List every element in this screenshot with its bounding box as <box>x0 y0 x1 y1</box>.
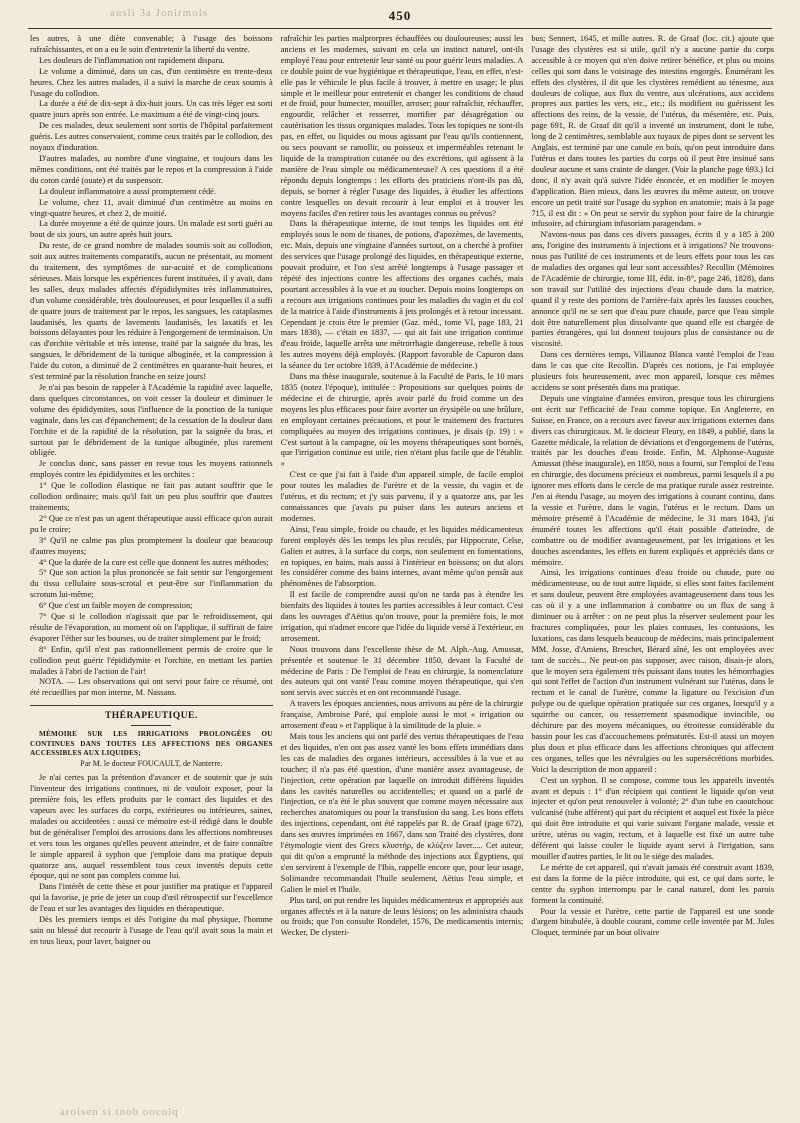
column-3 <box>531 34 774 1116</box>
bleed-through-text-top: ausli 3a Jonirmols <box>110 7 209 19</box>
paragraph: bus; Sennert, 1645, et mille autres. R. de Graaf (loc. cit.) ajoute que l'usage des clystères est si utile, qu'il n'y a aucune partie du corps accessible à ce moyen qui n'en doive retirer bénéfice, et plus ou moins celles qui sont dans le voisinage des intestins engorgés. Énumérant les effets des clystères, il dit que les clystères remédient au ténesme, aux douleurs de colique, aux flux du ventre, aux ulcérations, aux accidens propres aux parties les vers, etc., etc.; ils modifient ou guérissent les affections des reins, de la vessie, de l'utérus, du mésentère, etc. Puis, page 691, R. de Graaf dit qu'il a inventé un instrument, dont le tube, long de 2 centimètres, semblable aux tuyaux de pipes dont se servent les Anglais, est terminé par une canule en bois, qu'on peut introduire dans l'utérus et dans toutes les parties du corps où il peut être insinué sans douleur aucune et sans crainte de danger. (Voir la planche page 693.) Ici donc, il n'y avait qu'à suivre l'idée énoncée, et en modifier le moyen d'application. Bien mieux, dans les œuvres du même auteur, on trouve encore un petit traité sur l'usage du syphon en anatomie; mais à la page 715, il est dit : « On peut se servir du syphon pour faire de la chirurgie infusoire, ad chirurgiam infusoriam paragendam. » <box>531 34 774 229</box>
paragraph: Il est facile de comprendre aussi qu'on ne tarda pas à étendre les bienfaits des liquides à toutes les parties accessibles à leur contact. C'est dans les ouvrages d'Aëtius qu'on trouve, pour la première fois, le mot irrigation, qui n'admet encore que l'idée du liquide versé à l'extérieur, en arrosement. <box>280 590 524 643</box>
paragraph: Ainsi, l'eau simple, froide ou chaude, et les liquides médicamenteux furent employés dès les temps les plus reculés, par Hippocrate, Celse, Galien et autres, à la surface du corps, non seulement en fomentations, en topiques, en bains, mais aussi à l'intérieur en boissons; on dut alors les considérer comme des bains internes, avant même qu'on pensât aux phénomènes de l'absorption. <box>280 524 524 589</box>
paragraph: Dans ces dernières temps, Villaunoz Blanca vanté l'emploi de l'eau dans le cas que cite Recollin. D'après ces notions, je l'ai employée plusieurs fois heureusement, avec mon appareil, lorsque ces mêmes accidens se sont présentés dans ma pratique. <box>531 350 774 392</box>
paragraph: Dans l'intérêt de cette thèse et pour justifier ma pratique et l'appareil qui la favorise, je prie de jeter un coup d'œil rétrospectif sur l'excellence de l'eau et sur les avantages des liquides en thérapeutique. <box>30 882 273 914</box>
paragraph: rafraîchir les parties malprorpres échauffées ou douloureuses; aussi les anciens et les modernes, suivant en cela un instinct naturel, ont-ils employé l'eau pour entretenir leur santé ou pour guérir leurs maladies. A ce double point de vue hygiénique et thérapeutique, l'eau, en effet, n'est-elle pas le véhicule le plus facile à trouver, à mettre en usage; le plus simple et le meilleur pour entretenir et changer les conditions de chaud et de froid, pour humecter, mouiller, arroser; pour rafraîchir, réchauffer, engourdir, relâcher et resserrer, mortifier par désagrégation ou cautérisation les tissus organiques malades. Tous les topiques ne sont-ils pas, en effet, ou liquides ou mous agissant par l'eau qu'ils contiennent, ou secs pouvant se ramollir, ou poisseux et imperméables retenant le liquide de la transpiration cutanée ou des excrétions, qui agissent à la manière de l'eau simple ou médicamenteuse? A ces questions il a été répondu depuis longtemps : les efforts des praticiens n'ont-ils pas dû, depuis, se borner à régler l'usage des liquides, à étudier les affections contre lesquelles on devait recourir à leur emploi et à trouver les moyens faciles d'en retirer tous les avantages connus ou prévus? <box>280 34 524 218</box>
conclusion-item: 1° Que le collodion élastique ne fait pas autant souffrir que le collodion ordinaire; mais qu'il fait un peu plus souffrir que d'autres traitements; <box>30 481 273 512</box>
text-columns <box>30 34 774 1116</box>
paragraph: La douleur inflammatoire a aussi promptement cédé. <box>39 186 216 196</box>
paragraph: les autres, à une diète convenable; à l'usage des boissons rafraîchissantes, et on a eu le soin d'entretenir la liberté du ventre. <box>30 34 273 54</box>
column-1 <box>30 34 273 1116</box>
conclusion-item: 7° Que si le collodion n'agissait que par le refroidissement, qui résulte de l'évaporation, au moment où on l'applique, il suffirait de faire évaporer l'éther sur les bourses, ou de traiter simplement par le froid; <box>30 612 273 643</box>
conclusion-item: 2° Que ce n'est pas un agent thérapeutique aussi efficace qu'on aurait pu le croire; <box>30 513 273 534</box>
conclusion-item: 6° Que c'est un faible moyen de compression; <box>39 601 193 611</box>
paragraph: Je n'ai pas besoin de rappeler à l'Académie la rapidité avec laquelle, dans quelques circonstances, on voit cesser la douleur et diminuer le volume des épididymites, sous l'influence de la ponction de la tunique vaginale, dans les cas d'épanchement; de la cessation de la douleur dans l'orchite et de la rapidité de la résolution, par la saignée du bras, et surtout par le débridement de la tunique albuginée, plus rarement obligée. <box>30 383 273 458</box>
paragraph: Mais tous les anciens qui ont parlé des vertus thérapeutiques de l'eau et des liquides, n'en ont pas assez vanté les bons effets immédiats dans les cas de maladies des organes intérieurs, accessibles à la vue et au toucher; il n'a pas été question, d'une manière assez avantageuse, de l'injection, cette opération par laquelle on introduit différens liquides dans les cavités naturelles ou accidentelles; et quand on a parlé de l'injection, ce n'a été le plus souvent que comme moyen nécessaire aux recherches anatomiques ou pour la transfusion du sang. Les bons effets des injections, cependant, ont été rappelés par R. de Graaf (page 672), dans ses œuvres imprimées en 1667, dans son Traité des clystères, dont l'étymologie vient des Grecs κλυστήρ, de κλύζειν laver..... Cet auteur, qui dit qu'on a emprunté la méthode des injections aux Égyptiens, qui s'en servirent à l'exemple de l'Ibis, rappelle encore que, pour leur usage, Solimandre recommandait l'huile seulement, Aëtius l'eau simple, et Galien le miel et l'huile. <box>280 732 524 894</box>
paragraph: Depuis une vingtaine d'années environ, presque tous les chirurgiens ont écrit sur l'efficacité de l'eau comme topique. En Angleterre, en Suisse, en France, on a recours avec faveur aux irrigations externes dans divers cas chirurgicaux. M. le docteur Fleury, en 1849, a publié, dans la Gazette médicale, la relation de déviations et d'engorgemens de l'utérus, traités par les douches d'eau froide. Enfin, M. Alphonse-Auguste Amussat (thèse inaugurale), en 1850, nous a fourni, sur l'emploi de l'eau en chirurgie, des documens précieux et nombreux, parmi lesquels il a pu ignorer mes efforts dans le cercle de ma pratique rurale assez restreinte. J'en ai étendu l'usage, au moyen des irrigations à courant continu, dans la vessie et l'urètre, dans le vagin, l'utérus et le rectum. Dans un mémoire présenté à l'Académie de médecine, le 31 mars 1843, j'ai énuméré toutes les affections qu'il était possible d'atteindre, de combattre ou de modifier avantageusement, par les irrigations et les douches ascendantes, les effets en furent expliqués et appréciés dans ce mémoire. <box>531 393 774 567</box>
paragraph: Nous trouvons dans l'excellente thèse de M. Alph.-Aug. Amussat, présentée et soutenue le 31 décembre 1850, devant la Faculté de médecine de Paris : De l'emploi de l'eau en chirurgie, la nomenclature des auteurs qui ont vanté l'eau comme moyen thérapeutique, qui s'en sont servis avec succès et en ont recommandé l'usage. <box>280 644 524 698</box>
paragraph: C'est un syphon. Il se compose, comme tous les appareils inventés avant et depuis : 1° d'un récipient qui contient le liquide qu'on veut injecter et qu'on peut renouveler à volonté; 2° d'un tube en caoutchouc vulcanisé (tube afférent) qui part du récipient et auquel est fixée la pièce qui doit être introduite et qui varie suivant l'organe malade, vessie et urètre, utérus ou vagin, rectum, et à laquelle est fixé un autre tube déférent qui laisse couler le liquide ayant servi à l'irrigation, sans mouiller d'autres parties, le lit ou le siége des malades. <box>531 775 774 861</box>
section-heading: THÉRAPEUTIQUE. <box>30 705 273 722</box>
paragraph: N'avons-nous pas dans ces divers passages, écrits il y a 185 à 200 ans, l'origine des instruments à injections et à irrigations? Ne trouvons-nous pas l'utilité de ces instruments et de leurs effets pour tous les cas de maladies des organes qui leur sont accessibles? Recollin (Mémoires de l'Académie de chirurgie, tome III, édit. in-8°, page 246, 1828), dans son travail sur l'utilité des injections d'eau chaude dans la matrice, quand il y reste des portions de l'arrière-faix après les fausses couches, annonce qu'il ne se sert que d'eau pure chaude, parce que l'eau simple doit être naturellement plus dissolvante que quand elle est chargée de parties étrangères, qui lui donnent toujours plus de consistance ou de viscosité. <box>531 230 774 349</box>
article-title: MÉMOIRE SUR LES IRRIGATIONS PROLONGÉES OU CONTINUES DANS TOUTES LES AFFECTIONS DES ORGANES ACCESSIBLES AUX LIQUIDES; <box>30 730 273 757</box>
paragraph: D'autres malades, au nombre d'une vingtaine, et toujours dans les mêmes conditions, ont été traités par le repos et la compression à l'aide du coton cardé (ouate) et du suspensoir. <box>30 153 273 185</box>
paragraph: Dès les premiers temps et dès l'origine du mal physique, l'homme sain ou blessé dut recourir à l'usage de l'eau qu'il avait sous la main et en tous lieux, pour laver, baigner ou <box>30 915 273 946</box>
paragraph: Dans la thérapeutique interne, de tout temps les liquides ont été employés sous le nom de tisanes, de potions, d'apozèmes, de lavements, etc. Mais, depuis une vingtaine d'années surtout, on a cherché à profiter des services que l'usage prolongé des liquides, en thérapeutique externe, pouvait produire, et l'on s'est arrêté longtemps à l'usage passager et répété des injections contre les affections des organes cachés, mais pourtant accessibles à la vue et au toucher. Depuis moins longtemps on a recours aux irrigations continues pour les maladies du vagin et du col de la matrice à l'aide d'instruments à jets prolongés et à retour incessant. Cependant je crois être le premier (Gaz. méd., tome VI, page 183, 21 mars 1838), — c'était en 1837, — qui ait fait une irrigation continue d'eau froide, laquelle arrêta une métrorrhagie dangereuse, rebelle à tous les autres moyens déjà employés. (Rapport favorable de Capuron dans la séance du 1er octobre 1839, à l'Académie de médecine.) <box>280 219 524 371</box>
paragraph: Dans ma thèse inaugurale, soutenue à la Faculté de Paris, le 10 mars 1835 (notez l'époque), intitulée : Propositions sur quelques points de médecine et de chirurgie, après avoir parlé du froid comme un des moyens les plus efficaces pour faire avorter un érysipèle ou une brûlure, en employant certaines précautions, et pour le traitement des fractures compliquées au moyen des irrigations continues, je disais (p. 19) : « C'est surtout à la campagne, où les moyens thérapeutiques sont bornés, que l'irrigation continue est utile, rien n'étant plus facile que de l'établir. » <box>280 372 524 469</box>
column-2 <box>281 34 524 1116</box>
paragraph: Ainsi, les irrigations continues d'eau froide ou chaude, pure ou médicamenteuse, ou de tout autre liquide, si elles sont faites facilement et sans douleur, peuvent être employées avantageusement dans tous les cas où il y a une inflammation à combattre ou un flux de sang à diminuer ou à arrêter : on ne peut plus la réserver seulement pour les fractures compliquées, pour les plaies contuses, les contusions, les luxations, cas dans lesquels beaucoup de médecins, mais principalement MM. Josse, d'Amiens, Breschet, Bérard aîné, les ont employées avec tant de succès... Ne peut-on pas supposer, avec raison, disais-je alors, que le moyen sera également très puissant dans toutes les hémorrhagies qui sont l'effet de l'action d'un instrument vulnérant sur l'utérus, dans le rectum et le canal de l'urètre, comme la ligature ou l'excision d'un polype ou de quelque opération pratiquée sur ces organes, lorsqu'il y a squirrhe ou cancer, ou resserrement spasmodique invincible, ou déchirure par des moyens mécaniques, ou étroitesse considérable du bassin pour les cas d'accouchemens prématurés. Est-il aussi un moyen plus doux et plus efficace dans les affections chroniques qui affectent ces organes, telles que les névralgies ou les supersécrétions morbides. Voici la description de mon appareil : <box>531 568 774 774</box>
paragraph: Le volume, chez 11, avait diminué d'un centimètre au moins en vingt-quatre heures, et chez 2, de moitié. <box>30 197 273 218</box>
conclusion-item: 8° Enfin, qu'il n'est pas rationnellement permis de croire que le collodion peut guérir l'épididymite et l'orchite, en mettant les parties malades à l'abri de l'action de l'air! <box>30 644 273 676</box>
conclusion-item: 5° Que son action la plus prononcée se fait sentir sur l'engorgement du tissu cellulaire sous-scrotal et peut-être sur l'inflammation du scrotum lui-même; <box>30 568 273 600</box>
paragraph: Je n'ai certes pas la prétention d'avancer et de soutenir que je suis l'inventeur des irrigations continues, ni de vouloir exposer, pour la première fois, les effets produits par le contact des liquides et des vapeurs avec les surfaces du corps, extérieures ou intérieures, saines, malades ou accidentées : aussi ce mémoire est-il rédigé dans le double but de généraliser l'emploi des arrosions dans les affections nombreuses et vers tous les organes qu'elles peuvent atteindre, et de faire connaître le simple appareil à syphon que j'emploie dans ma pratique depuis quatorze ans, auquel ressemblent tous ceux inventés depuis cette époque, qui ne sont pas complets comme lui. <box>30 773 273 881</box>
bleed-through-text-bottom: aroisen si tnob oocolq <box>60 1106 179 1118</box>
paragraph: La durée moyenne a été de quinze jours. Un malade est sorti guéri au bout de six jours, un autre après huit jours. <box>30 219 273 240</box>
paragraph: De ces malades, deux seulement sont sortis de l'hôpital parfaitement guéris. Les autres conservaient, comme ceux traités par le collodion, des noyaux d'induration. <box>30 121 273 153</box>
paragraph: Je conclus donc, sans passer en revue tous les moyens rationnels employés contre les épididymites et les orchites : <box>30 459 273 480</box>
conclusion-item: 4° Que la durée de la cure est celle que donnent les autres méthodes; <box>39 557 269 567</box>
heading-underline <box>131 725 171 726</box>
paragraph: Du reste, de ce grand nombre de malades soumis soit au collodion, soit aux autres traitements comparatifs, aucun ne présentait, au moment du traitement, des symptômes de sur-acuité et de complications sérieuses. Mais lorsque les expériences furent instituées, il y avait, dans les salles, deux malades affectés d'épididymites très inflammatoires, d'un volume considérable, très douloureuses, et pour lesquelles il a suffi de quatre jours de traitement par le repos, les sangsues, les cataplasmes laudanisés, les quarts de lavements laudanisés, les laxatifs et les boissons délayantes pour les réduire à l'engorgement de terminaison. Un cas d'orchite véritable et très intense, traité par la saignée du bras, les sangsues, le débridement de la tunique albuginée, et la compression à l'aide du coton, a diminué de 2 centimètres en quarante-huit heures, et s'est terminé par la résolution franche en seize jours! <box>30 241 273 382</box>
page-number: 450 <box>388 8 412 23</box>
conclusion-item: 3° Qu'il ne calme pas plus promptement la douleur que beaucoup d'autres moyens; <box>30 535 273 556</box>
paragraph: La durée a été de dix-sept à dix-huit jours. Un cas très léger est sorti quatre jours après son entrée. Le maximum a été de vingt-cinq jours. <box>30 99 273 120</box>
paragraph: C'est ce que j'ai fait à l'aide d'un appareil simple, de facile emploi pour toutes les maladies de l'urètre et de la vessie, du vagin et de l'utérus, et du rectum; et j'y suis parvenu, il y a quatorze ans, par les connaissances que j'avais pu puiser dans les auteurs anciens et modernes. <box>280 470 524 523</box>
nota-note: NOTA. — Les observations qui ont servi pour faire ce résumé, ont été recueillies par mon interne, M. Nassans. <box>30 677 273 698</box>
article-byline: Par M. le docteur FOUCAULT, de Nanterre. <box>80 759 223 769</box>
paragraph: A travers les époques anciennes, nous arrivons au père de la chirurgie française, Ambroise Paré, qui emploie aussi le mot « irrigation ou arrosement d'eau » et l'applique à la similitude de la pluie. » <box>280 699 524 731</box>
header-rule <box>28 28 772 29</box>
paragraph: Les douleurs de l'inflammation ont rapidement disparu. <box>39 55 225 65</box>
paragraph: Le mérite de cet appareil, qui n'avait jamais été construit avant 1839, est dans la forme de la pièce introduite, qui est, ce qui dans sorte, le centre du syphon interrompu par le canal naturel, dont les parois forment la continuité. <box>531 862 774 905</box>
paragraph: Pour la vessie et l'urètre, cette partie de l'appareil est une sonde d'argent bitubulée, à double courant, comme celle inventée par M. Jules Cloquet, terminée par un bout olivaire <box>531 906 774 938</box>
paragraph: Plus tard, on put rendre les liquides médicamenteux et appropriés aux organes affectés et à la nature de leurs lésions; on les administra chauds ou froids; que l'on consulte Rondelet, 1576, De medicamentis internis; Wecker, De clysteri- <box>280 895 524 938</box>
paragraph: Le volume a diminué, dans un cas, d'un centimètre en trente-deux heures. Chez les autres malades, il a suivi la marche de ceux soumis à l'usage du collodion. <box>30 66 273 98</box>
